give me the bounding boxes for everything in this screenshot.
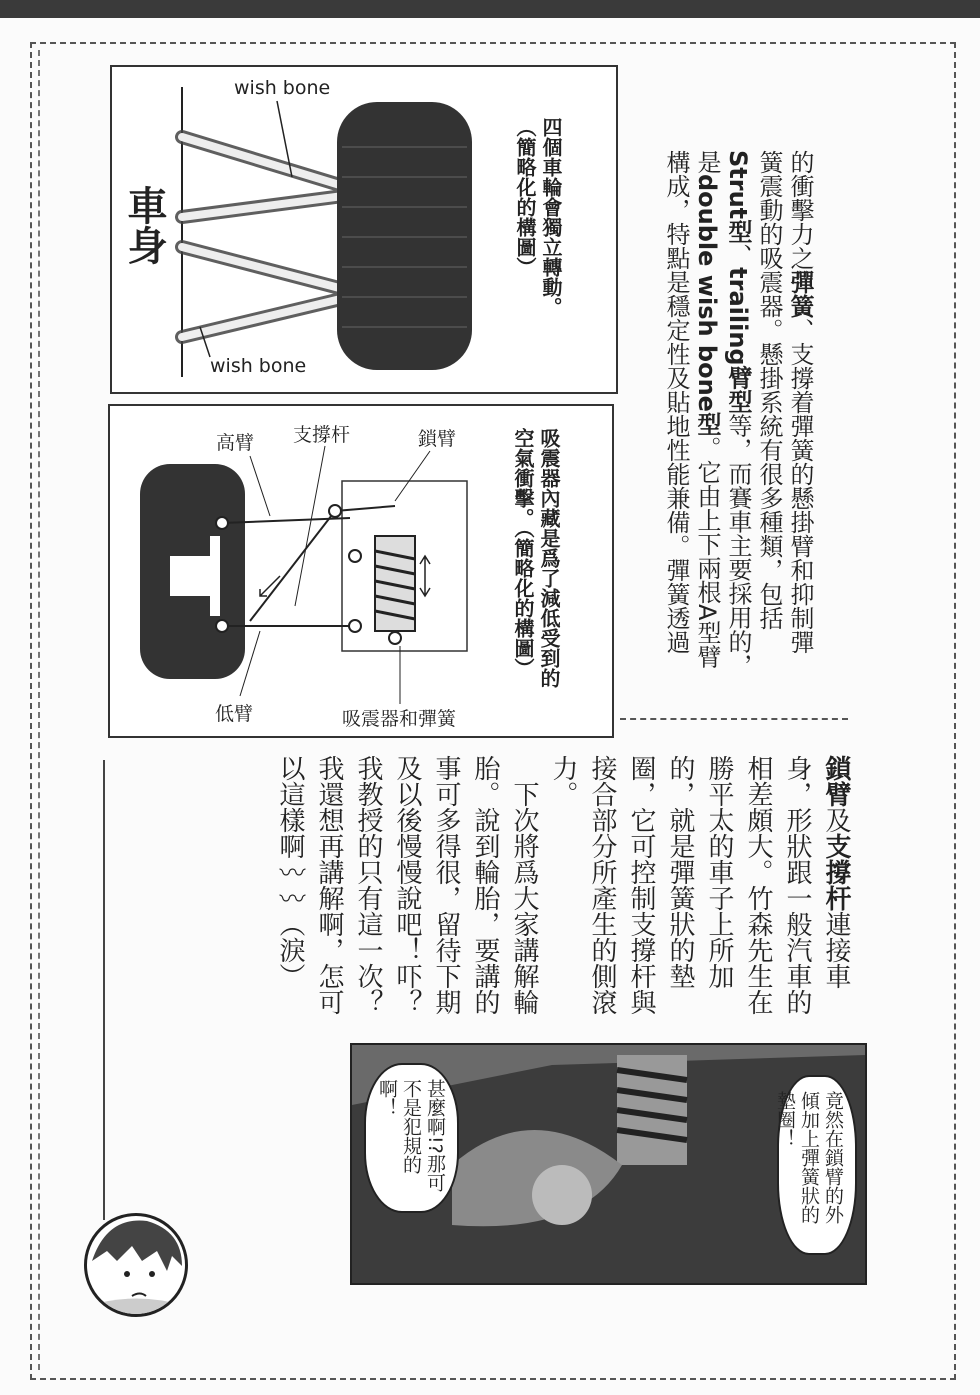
text-run: 我教授的只有這一次？: [353, 755, 383, 1015]
manga-panel: [350, 1043, 867, 1285]
text-run: 等，而賽車主要採用的，: [724, 413, 752, 678]
text-column: [784, 150, 815, 690]
text-column: [753, 150, 784, 690]
text-column: [270, 755, 309, 1045]
dashed-margin-line: [38, 50, 43, 1370]
bold-term: 支撐杆: [821, 833, 851, 911]
text-column: [348, 755, 387, 1045]
shock-spring-label: 吸震器和彈簧: [342, 708, 457, 730]
text-column: [309, 755, 348, 1045]
speech-bubble-right: 竟然在鎖臂的外傾加上彈簧狀的墊圈！: [777, 1075, 857, 1255]
text-run: 我還想再講解啊，怎可: [314, 755, 344, 1015]
text-run: 連接車: [821, 911, 851, 989]
upper-arm-label: 高臂: [216, 432, 255, 454]
text-column: [660, 755, 699, 1045]
wishbone-label-bottom: wish bone: [210, 355, 307, 377]
diagram2-caption: [510, 428, 562, 688]
caption-line: 吸震器內藏是爲了減低受到的: [537, 428, 561, 688]
text-column: [621, 755, 660, 1045]
text-column: [465, 755, 504, 1045]
text-run: 相差頗大。竹森先生在: [743, 755, 773, 1015]
bold-term: 鎖臂: [821, 755, 851, 807]
speech-bubble-left: 甚麼啊!?那可不是犯規的啊！: [364, 1063, 459, 1213]
text-column: [387, 755, 426, 1045]
bold-term: trailing臂型: [724, 267, 752, 414]
tire-icon: [337, 102, 472, 370]
caption-line: 空氣衝擊。（簡略化的構圖）: [511, 428, 535, 678]
caption-line: （簡略化的構圖）: [513, 117, 537, 277]
text-column: [777, 755, 816, 1045]
diagram1-caption: [512, 117, 564, 317]
text-run: 。它由上下兩根A型臂: [693, 435, 721, 669]
text-run: 接合部分所產生的側滾: [587, 755, 617, 1015]
text-block-lock-arm: [270, 755, 855, 1045]
text-run: 以這樣啊〰〰（淚）: [275, 755, 305, 989]
text-column: [699, 755, 738, 1045]
margin-rule: [103, 760, 105, 1220]
bold-term: 彈簧: [786, 270, 814, 318]
text-column: [738, 755, 777, 1045]
text-block-suspension: [660, 150, 815, 690]
text-run: 圈，它可控制支撐杆與: [626, 755, 656, 1015]
text-run: 身，形狀跟一般汽車的: [782, 755, 812, 1015]
text-column: [504, 755, 543, 1045]
author-avatar: [84, 1213, 188, 1317]
text-column: [722, 150, 753, 690]
text-column: [426, 755, 465, 1045]
text-run: 及: [821, 807, 851, 833]
text-run: 的，就是彈簧狀的墊: [665, 755, 695, 989]
lock-arm-label: 鎖臂: [418, 428, 457, 450]
text-run: 、支撐着彈簧的懸掛臂和抑制彈: [786, 318, 814, 654]
author-face-icon: [87, 1216, 185, 1314]
wishbone-label-top: wish bone: [234, 77, 331, 99]
text-run: 及以後慢慢說吧！吓？: [392, 755, 422, 1015]
text-column: [543, 755, 582, 1045]
top-bar: [0, 0, 980, 18]
strut-rod-label: 支撐杆: [293, 424, 351, 446]
text-column: [660, 150, 691, 690]
text-run: 簧震動的吸震器。懸掛系統有很多種類，包括: [755, 150, 783, 630]
text-run: 是: [693, 150, 721, 174]
text-run: 事可多得很，留待下期: [431, 755, 461, 1015]
divider: [620, 718, 848, 720]
text-column: [691, 150, 722, 690]
lower-arm-label: 低臂: [215, 703, 254, 725]
double-wishbone-diagram: [110, 65, 618, 394]
text-run: 、: [724, 243, 752, 268]
bold-term: Strut型: [724, 150, 752, 244]
text-run: 勝平太的車子上所加: [704, 755, 734, 989]
text-run: 的衝擊力之: [786, 150, 814, 270]
caption-line: 四個車輪會獨立轉動。: [539, 117, 563, 317]
text-run: 胎。說到輪胎，要講的: [470, 755, 500, 1015]
text-column: [816, 755, 855, 1045]
text-run: 下次將爲大家講解輪: [509, 755, 539, 1015]
text-column: [582, 755, 621, 1045]
bold-term: double wish bone型: [693, 174, 721, 436]
arrow-icon: [420, 556, 430, 596]
text-run: 構成，特點是穩定性及貼地性能兼備。彈簧透過: [662, 150, 690, 654]
text-run: 力。: [548, 755, 578, 807]
car-body-label: 車身: [121, 185, 167, 265]
suspension-diagram: [108, 404, 614, 738]
